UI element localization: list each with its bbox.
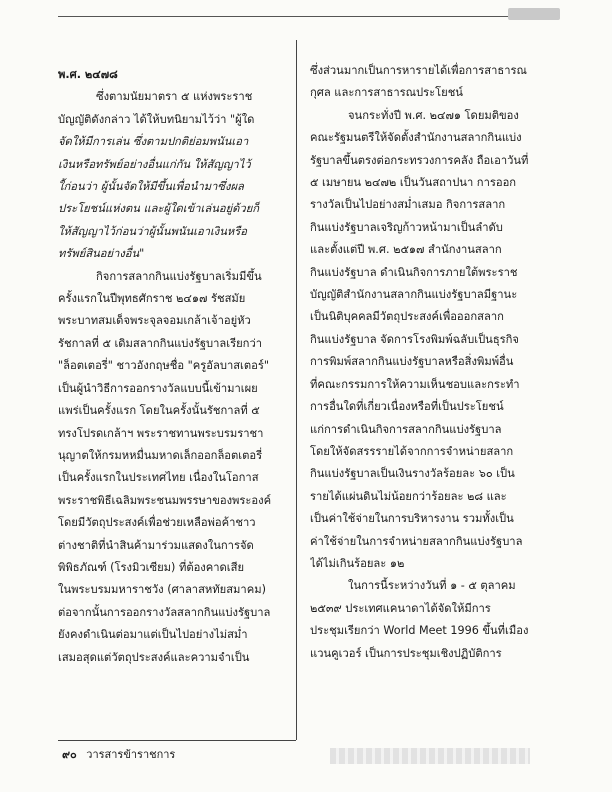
right-column bbox=[310, 60, 548, 665]
text-line: จนกระทั่งปี พ.ศ. ๒๔๗๑ โดยมติของ bbox=[348, 108, 519, 122]
text-line: แวนคูเวอร์ เป็นการประชุมเชิงปฏิบัติการ bbox=[310, 646, 502, 660]
column-divider bbox=[296, 40, 297, 740]
text-line: กินแบ่งรัฐบาล ดำเนินกิจการภายใต้พระราช bbox=[310, 265, 518, 279]
text-line: นุญาตให้กรมหหมื่นมหาดเล็กออกล็อตเตอรี่ bbox=[58, 448, 263, 462]
text-line: เงินหรือทรัพย์อย่างอื่นแก่กัน ให้สัญญาไว้ bbox=[58, 157, 251, 171]
text-line: ยังคงดำเนินต่อมาแต่เป็นไปอย่างไม่สม่ำ bbox=[58, 628, 248, 642]
text-line: คณะรัฐมนตรีให้จัดตั้งสำนักงานสลากกินแบ่ง bbox=[310, 131, 522, 145]
text-line: พระบาทสมเด็จพระจุลจอมเกล้าเจ้าอยู่หัว bbox=[58, 314, 251, 328]
page-footer bbox=[62, 748, 175, 762]
page-number: ๙๐ bbox=[62, 748, 77, 761]
left-column bbox=[58, 64, 296, 669]
text-line: กินแบ่งรัฐบาล จัดการโรงพิมพ์ฉลับเป็นธุรกิจ bbox=[310, 332, 519, 346]
text-line: ในพระบรมมหาราชวัง (ศาลาสหทัยสมาคม) bbox=[58, 583, 266, 597]
text-line: เป็นนิติบุคคลมีวัตถุประสงค์เพื่อออกสลาก bbox=[310, 310, 504, 324]
text-line: เป็นผู้นำวิธีการออกรางวัลแบบนี้เข้ามาเผย bbox=[58, 381, 258, 395]
text-line: การอื่นใดที่เกี่ยวเนื่องหรือที่เป็นประโยชน์ bbox=[310, 400, 504, 414]
text-line: ๒๕๓๙ ประเทศแคนาดาได้จัดให้มีการ bbox=[310, 601, 491, 615]
text-line: "ล็อตเตอรี่" ชาวอังกฤษชื่อ "ครูอัลบาสเตอร์" bbox=[58, 359, 270, 373]
text-line: การพิมพ์สลากกินแบ่งรัฐบาลหรือสิ่งพิมพ์อื่น bbox=[310, 355, 514, 369]
text-line: กิจการสลากกินแบ่งรัฐบาลเริ่มมีขึ้น bbox=[96, 269, 262, 283]
text-line: บัญญัติดังกล่าว ได้ให้บทนิยามไว้ว่า "ผู้ใด bbox=[58, 112, 255, 126]
text-line: ต่อจากนั้นการออกรางวัลสลากกินแบ่งรัฐบาล bbox=[58, 605, 271, 619]
text-line: ใ้ก่อนว่า ผู้นั้นจัดให้มีขึ้นเพื่อนำมาซึ่งผล bbox=[58, 180, 244, 194]
year-heading: พ.ศ. ๒๔๗๘ bbox=[58, 68, 118, 81]
text-line: ได้ไม่เกินร้อยละ ๑๒ bbox=[310, 556, 405, 570]
text-line: กุศล และการสาธารณประโยชน์ bbox=[310, 86, 463, 100]
text-line: ประโยชน์แห่งตน และผู้ใดเข้าเล่นอยู่ด้วยก็ bbox=[58, 202, 260, 216]
text-line: ให้สัญญาไว้ก่อนว่าผู้นั้นพนันเอาเงินหรือ bbox=[58, 224, 248, 238]
text-line: โดยมีวัตถุประสงค์เพื่อช่วยเหลือพ่อค้าชาว bbox=[58, 516, 256, 530]
text-line: และตั้งแต่ปี พ.ศ. ๒๕๑๗ สำนักงานสลาก bbox=[310, 243, 502, 257]
text-line: ซึ่งส่วนมากเป็นการหารายได้เพื่อการสาธารณ bbox=[310, 64, 527, 77]
text-line: จัดให้มีการเล่น ซึ่งตามปกติย่อมพนันเอา bbox=[58, 135, 249, 149]
text-line: พระราชพิธีเฉลิมพระชนมพรรษาของพระองค์ bbox=[58, 493, 272, 507]
text-line: แพร่เป็นครั้งแรก โดยในครั้งนั้นรัชกาลที่ ๕ bbox=[58, 404, 260, 418]
text-line: เสมอสุดแต่วัตถุประสงค์และความจำเป็น bbox=[58, 650, 250, 664]
text-line: ในการนี้ระหว่างวันที่ ๑ - ๕ ตุลาคม bbox=[348, 579, 516, 593]
text-line: ๕ เมษายน ๒๔๗๒ เป็นวันสถาปนา การออก bbox=[310, 176, 517, 190]
text-line: รัชกาลที่ ๕ เดิมสลากกินแบ่งรัฐบาลเรียกว่า bbox=[58, 336, 263, 350]
text-line: กินแบ่งรัฐบาลเจริญก้าวหน้ามาเป็นลำดับ bbox=[310, 220, 503, 234]
publication-name: วารสารข้าราชการ bbox=[86, 748, 176, 761]
header-tab bbox=[508, 8, 560, 20]
text-line: เป็นครั้งแรกในประเทศไทย เนื่องในโอกาส bbox=[58, 471, 259, 485]
text-line: พิพิธภัณฑ์ (โรงมิวเซียม) ที่ต้องคาดเสีย bbox=[58, 560, 245, 574]
text-line: ครั้งแรกในปีพุทธศักราช ๒๔๑๗ รัชสมัย bbox=[58, 292, 246, 306]
scan-smudge bbox=[330, 748, 530, 764]
text-line: รัฐบาลขึ้นตรงต่อกระทรวงการคลัง ถือเอาวันที่ bbox=[310, 153, 529, 167]
text-line: ต่างชาติที่นำสินค้ามาร่วมแสดงในการจัด bbox=[58, 538, 254, 552]
text-line: รายได้แผ่นดินไม่น้อยกว่าร้อยละ ๒๘ และ bbox=[310, 489, 507, 503]
text-line: ทรัพย์สินอย่างอื่น" bbox=[58, 247, 145, 261]
text-line: โดยให้จัดสรรรายได้จากการจำหน่ายสลาก bbox=[310, 444, 514, 458]
text-line: ทรงโปรดเกล้าฯ พระราชทานพระบรมราชา bbox=[58, 426, 264, 440]
text-line: บัญญัติสำนักงานสลากกินแบ่งรัฐบาลมีฐานะ bbox=[310, 288, 518, 302]
text-line: ซึ่งตามนัยมาตรา ๕ แห่งพระราช bbox=[96, 90, 253, 104]
footer-rule bbox=[58, 740, 296, 741]
text-line: แก่การดำเนินกิจการสลากกินแบ่งรัฐบาล bbox=[310, 422, 502, 436]
text-line: เป็นค่าใช้จ่ายในการบริหารงาน รวมทั้งเป็น bbox=[310, 512, 514, 526]
text-line: ประชุมเรียกว่า World Meet 1996 ขึ้นที่เมือง bbox=[310, 624, 529, 638]
text-line: รางวัลเป็นไปอย่างสม่ำเสมอ กิจการสลาก bbox=[310, 198, 506, 212]
text-line: กินแบ่งรัฐบาลเป็นเงินรางวัลร้อยละ ๖๐ เป็น bbox=[310, 467, 515, 481]
text-line: ที่คณะกรรมการให้ความเห็นชอบและกระทำ bbox=[310, 377, 520, 391]
header-rule bbox=[58, 16, 555, 17]
text-line: ค่าใช้จ่ายในการจำหน่ายสลากกินแบ่งรัฐบาล bbox=[310, 534, 523, 548]
